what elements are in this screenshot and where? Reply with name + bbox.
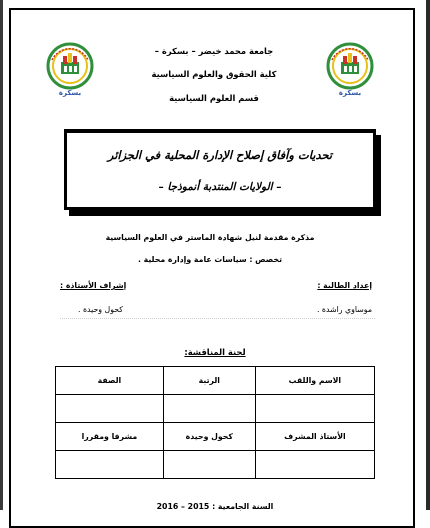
header-cell-name: الاسم واللقب	[255, 367, 374, 395]
student-label: إعداد الطالبة :	[317, 281, 372, 290]
table-cell: مشرفا ومقررا	[56, 423, 164, 451]
thesis-subtitle: – الولايات المنتدبة أنموذجا –	[158, 181, 282, 193]
table-row	[56, 423, 375, 451]
memo-description: مذكرة مقدمة لنيل شهادة الماستر في العلوم السياسية	[105, 233, 315, 242]
logo-caption-left: بسكرة	[58, 89, 82, 97]
table-cell	[56, 451, 164, 479]
supervisor-label: إشراف الأستاذة :	[60, 281, 127, 290]
thesis-title: تحديات وآفاق إصلاح الإدارة المحلية في الجزائر	[107, 148, 333, 162]
table-header-row	[56, 367, 375, 395]
table-cell	[163, 451, 255, 479]
table-cell	[56, 395, 164, 423]
table-cell	[255, 395, 374, 423]
divider	[60, 318, 375, 319]
table-cell	[163, 395, 255, 423]
header-cell-role: الصفة	[56, 367, 164, 395]
committee-table	[55, 366, 375, 479]
supervisor-name: كحول وحيدة .	[78, 305, 123, 314]
committee-title: لجنة المناقشة:	[184, 347, 246, 357]
academic-year: السنة الجامعية : 2015 – 2016	[156, 502, 274, 511]
table-cell	[255, 451, 374, 479]
table-cell: كحول وحيدة	[163, 423, 255, 451]
university-name: جامعة محمد خيضر – بسكرة –	[154, 46, 274, 56]
thesis-title-box	[64, 129, 376, 210]
faculty-name: كلية الحقوق والعلوم السياسية	[151, 69, 277, 79]
university-logo-left	[44, 40, 96, 98]
left-scan-edge	[0, 0, 3, 510]
specialty-line: تخصص : سياسات عامة وإدارة محلية .	[137, 255, 283, 264]
student-name: موساوي راشدة .	[316, 305, 372, 314]
logo-caption-right: بسكرة	[338, 89, 362, 97]
department-name: قسم العلوم السياسية	[169, 93, 259, 103]
table-row	[56, 395, 375, 423]
table-row	[56, 451, 375, 479]
right-scan-edge	[426, 0, 430, 510]
header-cell-rank: الرتبة	[163, 367, 255, 395]
table-cell: الأستاذ المشرف	[255, 423, 374, 451]
